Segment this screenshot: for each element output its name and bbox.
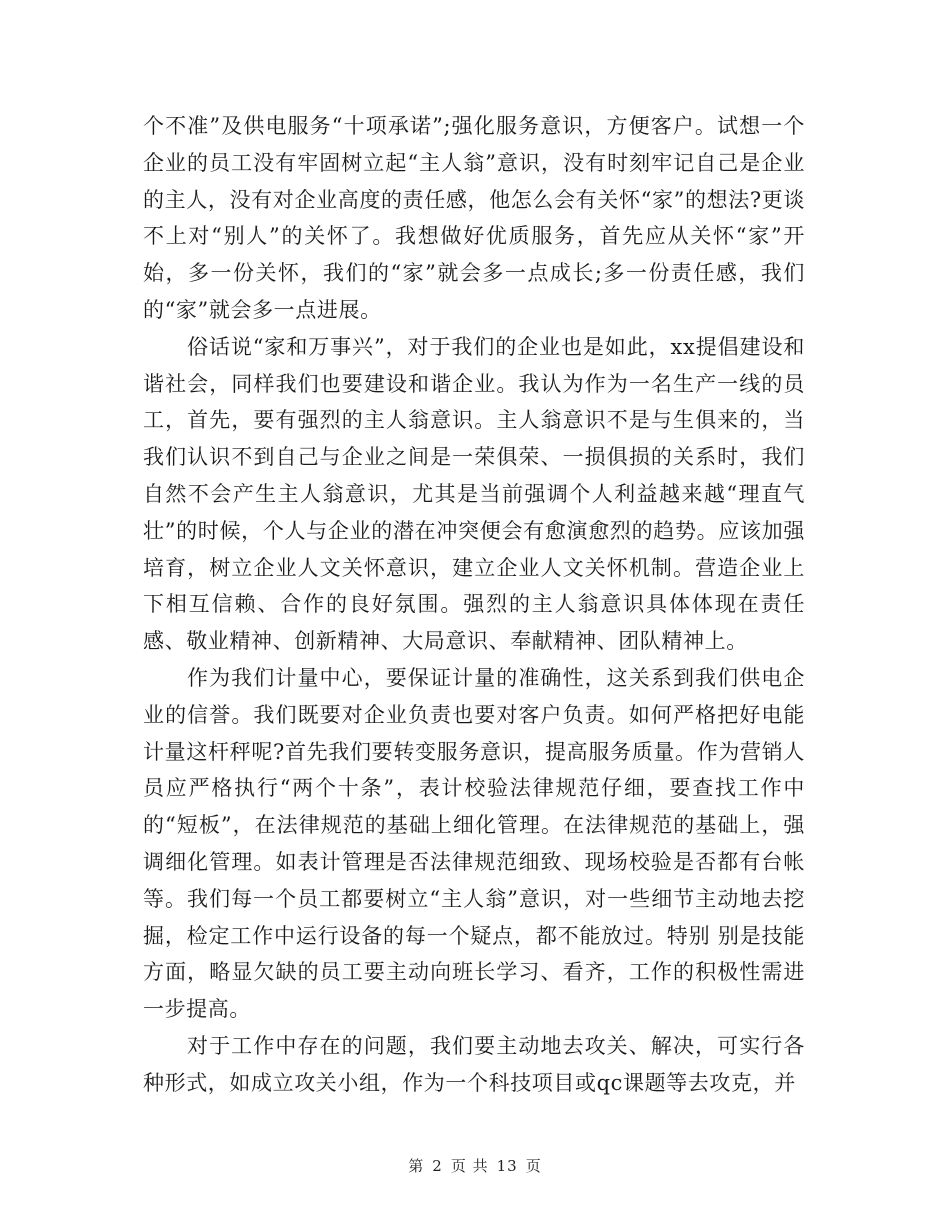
page-label-mid: 页 共 [450, 1157, 489, 1175]
paragraph-harmony: 俗话说“家和万事兴”，对于我们的企业也是如此，xx提倡建设和谐社会，同样我们也要建设和谐企业。我认为作为一名生产一线的员工，首先，要有强烈的主人翁意识。主人翁意识不是与生俱来的，当我们认识不到自己与企业之间是一荣俱荣、一损俱损的关系时，我们自然不会产生主人翁意识，尤其是当前强调个人利益越来越“理直气壮”的时候，个人与企业的潜在冲突便会有愈演愈烈的趋势。应该加强培育，树立企业人文关怀意识，建立企业人文关怀机制。营造企业上下相互信赖、合作的良好氛围。强烈的主人翁意识具体体现在责任感、敬业精神、创新精神、大局意识、奉献精神、团队精神上。 [143, 334, 805, 654]
document-body [143, 108, 805, 1102]
page-label-prefix: 第 [408, 1157, 425, 1175]
total-page-number: 13 [496, 1157, 518, 1175]
paragraph-continuation: 个不准”及供电服务“十项承诺”;强化服务意识，方便客户。试想一个企业的员工没有牢固树立起“主人翁”意识，没有时刻牢记自己是企业的主人，没有对企业高度的责任感，他怎么会有关怀“家”的想法?更谈不上对“别人”的关怀了。我想做好优质服务，首先应从关怀“家”开始，多一份关怀，我们的“家”就会多一点成长;多一份责任感，我们的“家”就会多一点进展。 [143, 114, 805, 322]
page-footer [0, 1155, 950, 1176]
current-page-number: 2 [432, 1157, 443, 1175]
paragraph-metering-center: 作为我们计量中心，要保证计量的准确性，这关系到我们供电企业的信誉。我们既要对企业负责也要对客户负责。如何严格把好电能计量这杆秤呢?首先我们要转变服务意识，提高服务质量。作为营销人员应严格执行“两个十条”，表计校验法律规范仔细，要查找工作中的“短板”，在法律规范的基础上细化管理。在法律规范的基础上，强调细化管理。如表计管理是否法律规范细致、现场校验是否都有台帐等。我们每一个员工都要树立“主人翁”意识，对一些细节主动地去挖掘，检定工作中运行设备的每一个疑点，都不能放过。特别 别是技能方面，略显欠缺的员工要主动向班长学习、看齐，工作的积极性需进一步提高。 [143, 665, 805, 1022]
paragraph-problems: 对于工作中存在的问题，我们要主动地去攻关、解决，可实行各种形式，如成立攻关小组，作为一个科技项目或qc课题等去攻克，并 [143, 1033, 805, 1095]
page-label-suffix: 页 [525, 1157, 542, 1175]
